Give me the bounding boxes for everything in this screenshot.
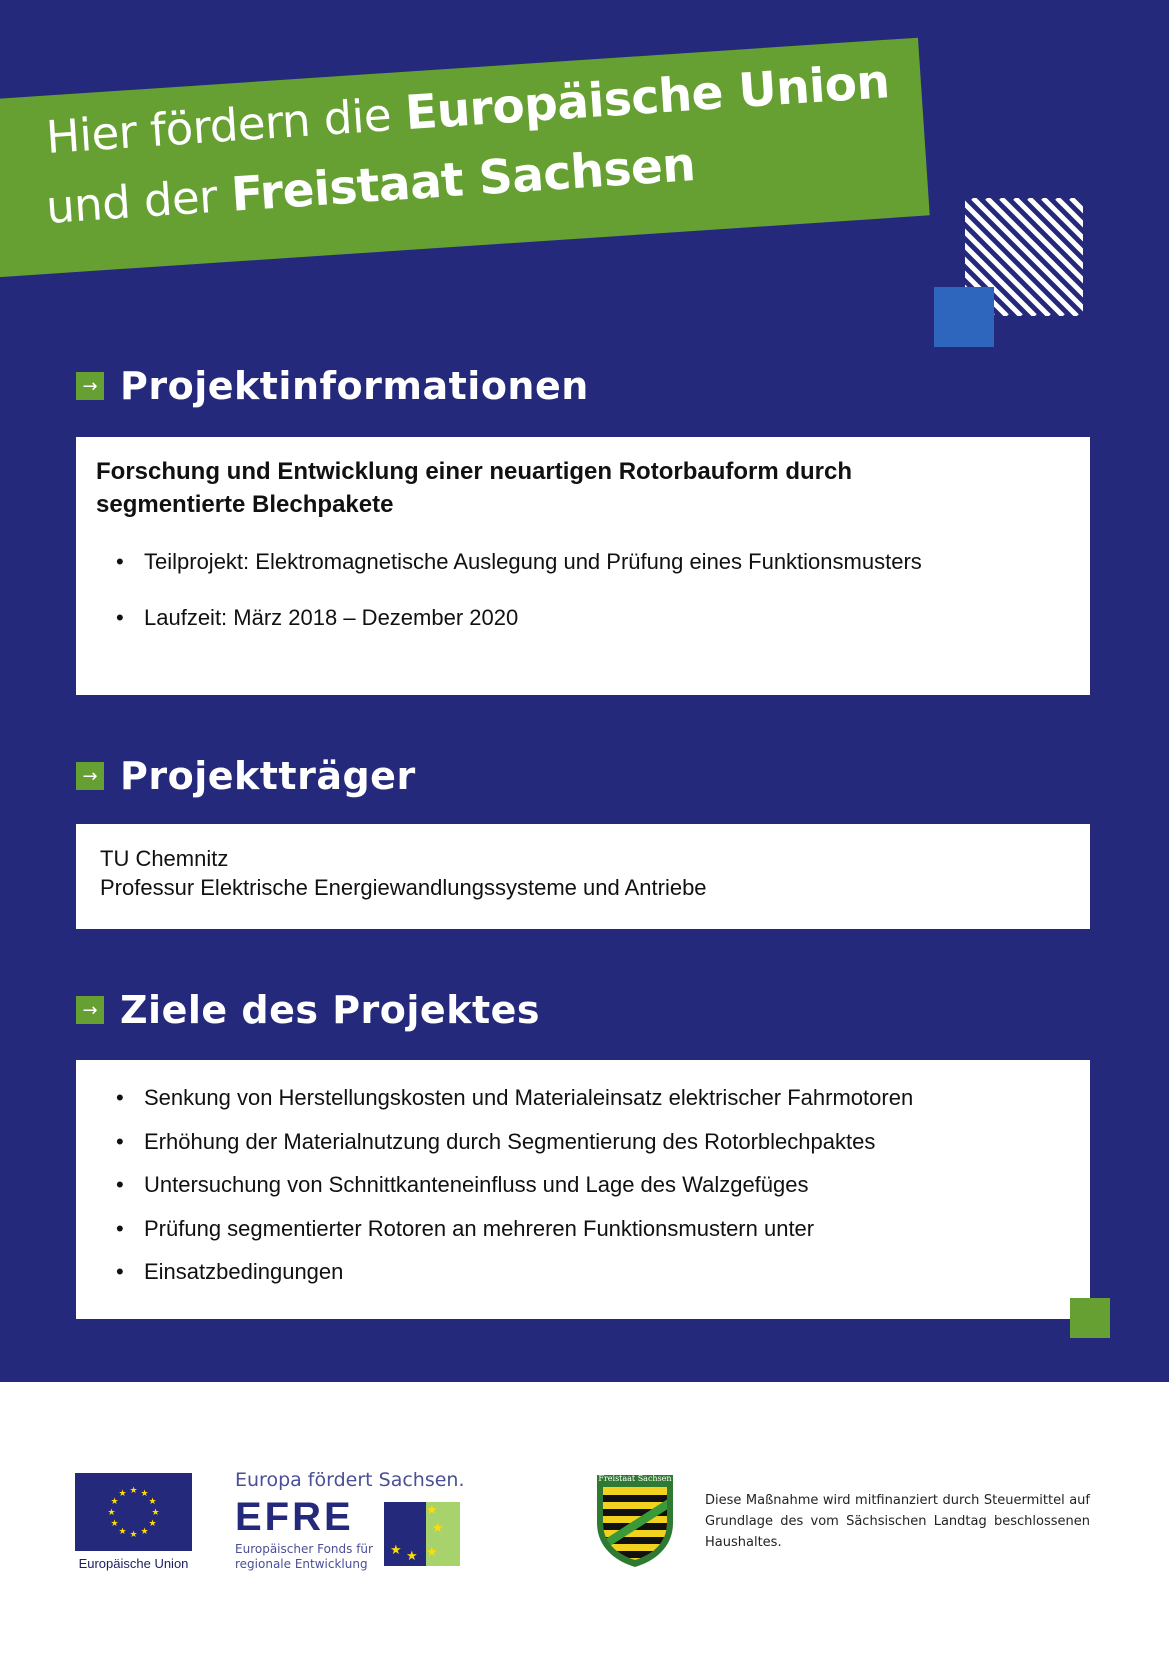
section-title: Projektinformationen: [120, 364, 589, 408]
arrow-right-icon: →: [76, 996, 104, 1024]
eu-flag-logo: [75, 1473, 192, 1551]
svg-text:★: ★: [151, 1508, 160, 1518]
saxony-coat-of-arms-logo: [595, 1473, 675, 1569]
green-square-decoration: [1070, 1298, 1110, 1338]
banner-line-1-bold: Europäische Union: [403, 54, 892, 142]
project-title-line-2: segmentierte Blechpakete: [96, 491, 394, 518]
banner-line-2-thin: und der: [44, 169, 219, 235]
project-info-card: [76, 437, 1090, 695]
efre-subtitle: [235, 1542, 373, 1572]
arrow-right-icon: →: [76, 762, 104, 790]
efre-subtitle-line-1: Europäischer Fonds für: [235, 1542, 373, 1556]
arrow-right-icon: →: [76, 372, 104, 400]
banner-line-1-thin: Hier fördern die: [44, 88, 393, 165]
section-heading-ziele: [76, 988, 540, 1032]
svg-text:★: ★: [118, 1527, 127, 1537]
efre-subtitle-line-2: regionale Entwicklung: [235, 1557, 368, 1571]
svg-text:★: ★: [148, 1497, 157, 1507]
project-sponsor-card: [76, 824, 1090, 929]
section-heading-projektinformationen: [76, 364, 589, 408]
svg-text:★: ★: [118, 1489, 127, 1499]
list-item-continuation-text: Einsatzbedingungen: [144, 1259, 344, 1284]
svg-text:★: ★: [426, 1545, 438, 1560]
project-info-list: [96, 547, 1070, 633]
svg-text:★: ★: [129, 1486, 138, 1496]
svg-text:★: ★: [432, 1521, 444, 1536]
funding-notice: Diese Maßnahme wird mitfinanziert durch Steuermittel auf Grundlage des vom Sächsischen Landtag beschlossenen Haushaltes.: [705, 1493, 1090, 1550]
svg-text:★: ★: [110, 1519, 119, 1529]
svg-text:★: ★: [406, 1549, 418, 1564]
project-goals-list: [96, 1076, 1070, 1294]
svg-text:★: ★: [129, 1530, 138, 1540]
list-item-continuation: [96, 1250, 1070, 1294]
section-title: Ziele des Projektes: [120, 988, 541, 1032]
project-title: [96, 455, 1070, 521]
project-goals-card: [76, 1060, 1090, 1319]
crest-label: Freistaat Sachsen: [598, 1474, 672, 1483]
blue-square-decoration: [934, 287, 994, 347]
svg-text:★: ★: [110, 1497, 119, 1507]
list-item: • Erhöhung der Materialnutzung durch Segmentierung des Rotorblechpaktes: [96, 1120, 1070, 1164]
sponsor-line-1: TU Chemnitz: [100, 846, 229, 871]
svg-text:★: ★: [140, 1527, 149, 1537]
list-item: • Untersuchung von Schnittkanteneinfluss und Lage des Walzgefüges: [96, 1163, 1070, 1207]
project-title-line-1: Forschung und Entwicklung einer neuartigen Rotorbauform durch: [96, 458, 853, 485]
svg-text:★: ★: [390, 1543, 402, 1558]
list-item: • Teilprojekt: Elektromagnetische Auslegung und Prüfung eines Funktionsmusters: [96, 547, 1070, 577]
eu-caption: Europäische Union: [78, 1556, 189, 1571]
section-heading-projekttraeger: [76, 754, 416, 798]
efre-wordmark: EFRE: [235, 1495, 354, 1539]
list-item: • Laufzeit: März 2018 – Dezember 2020: [96, 603, 1070, 633]
efre-flag-icon: [384, 1502, 460, 1566]
section-title: Projektträger: [120, 754, 416, 798]
svg-text:★: ★: [107, 1508, 116, 1518]
list-item: • Senkung von Herstellungskosten und Materialeinsatz elektrischer Fahrmotoren: [96, 1076, 1070, 1120]
svg-text:★: ★: [148, 1519, 157, 1529]
sponsor-line-2: Professur Elektrische Energiewandlungssysteme und Antriebe: [100, 875, 707, 900]
efre-tagline: Europa fördert Sachsen.: [235, 1469, 465, 1491]
svg-text:★: ★: [426, 1503, 438, 1518]
svg-text:★: ★: [140, 1489, 149, 1499]
banner-line-2-bold: Freistaat Sachsen: [229, 137, 697, 223]
list-item: • Prüfung segmentierter Rotoren an mehreren Funktionsmustern unter: [96, 1207, 1070, 1251]
